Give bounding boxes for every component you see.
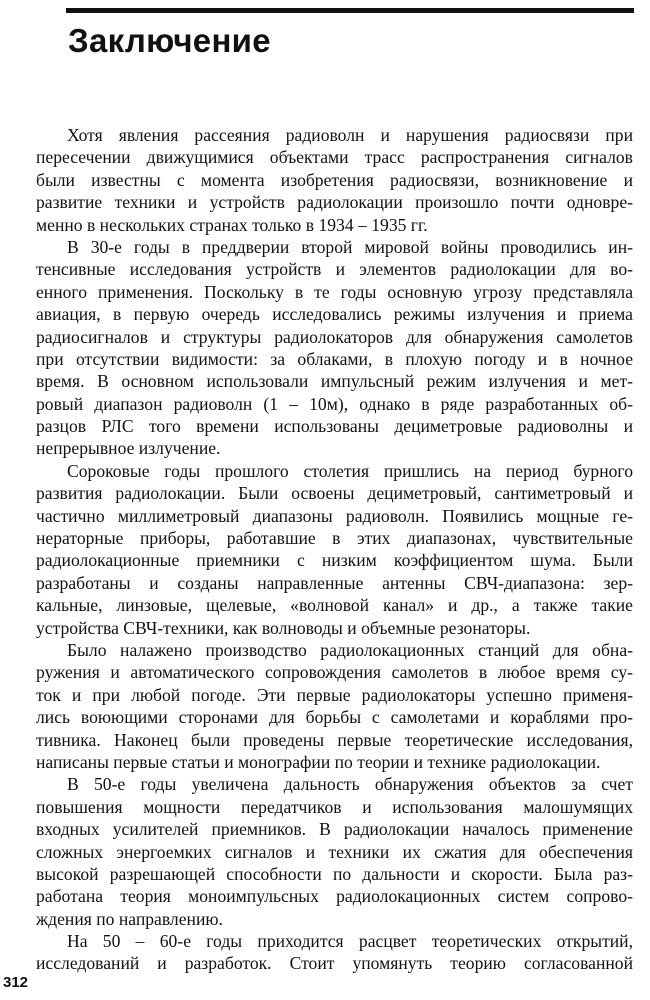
text-line: были известны с момента изобретения радиосвязи, возникновение и xyxy=(36,169,633,190)
text-line: лись воюющими сторонами для борьбы с самолетами и кораблями про- xyxy=(36,707,633,728)
text-line: исследований и разработок. Стоит упомянуть теорию согласованной xyxy=(36,953,633,974)
page-number: 312 xyxy=(3,974,29,991)
text-line: повышения мощности передатчиков и использования малошумящих xyxy=(36,796,633,817)
text-line: время. В основном использовали импульсный режим излучения и мет- xyxy=(36,371,633,392)
text-line: частично миллиметровый диапазоны радиоволн. Появились мощные ге- xyxy=(36,505,633,526)
text-line: В 30-е годы в преддверии второй мировой войны проводились ин- xyxy=(67,236,633,257)
text-line: входных усилителей приемников. В радиолокации началось применение xyxy=(36,819,633,840)
text-line: высокой разрешающей способности по дальности и скорости. Была раз- xyxy=(36,863,633,884)
text-line: В 50-е годы увеличена дальность обнаружения объектов за счет xyxy=(67,774,633,795)
text-line: ток и при любой погоде. Эти первые радиолокаторы успешно применя- xyxy=(36,684,633,705)
text-line: радиосигналов и структуры радиолокаторов для обнаружения самолетов xyxy=(36,326,633,347)
text-line: тенсивные исследования устройств и элементов радиолокации для во- xyxy=(36,259,633,280)
text-line: развития радиолокации. Были освоены дециметровый, сантиметровый и xyxy=(36,483,633,504)
body-text xyxy=(36,124,633,975)
text-line: ровый диапазон радиоволн (1 – 10м), однако в ряде разработанных об- xyxy=(36,393,633,414)
text-line: сложных энергоемких сигналов и техники их сжатия для обеспечения xyxy=(36,841,633,862)
text-line: Хотя явления рассеяния радиоволн и нарушения радиосвязи при xyxy=(67,125,633,145)
text-line: тивника. Наконец были проведены первые теоретические исследования, xyxy=(36,729,633,750)
chapter-title: Заключение xyxy=(68,22,271,59)
text-line: ружения и автоматического сопровождения самолетов в любое время су- xyxy=(36,662,633,683)
text-line: авиация, в первую очередь исследовались режимы излучения и приема xyxy=(36,304,633,325)
text-line: разработаны и созданы направленные антенны СВЧ-диапазона: зер- xyxy=(36,572,633,593)
text-line: радиолокационные приемники с низким коэффициентом шума. Были xyxy=(36,550,633,571)
text-line: Было налажено производство радиолокационных станций для обна- xyxy=(67,639,633,660)
text-line: менно в нескольких странах только в 1934 – 1935 гг. xyxy=(36,214,428,235)
text-line: устройства СВЧ-техники, как волноводы и объемные резонаторы. xyxy=(36,617,531,638)
text-line: енного применения. Поскольку в те годы основную угрозу представляла xyxy=(36,281,633,302)
text-line: пересечении движущимися объектами трасс распространения сигналов xyxy=(36,147,633,168)
top-rule xyxy=(66,8,634,13)
text-line: написаны первые статьи и монографии по теории и технике радиолокации. xyxy=(36,751,601,772)
text-line: Сороковые годы прошлого столетия пришлись на период бурного xyxy=(67,460,633,481)
text-line: развитие техники и устройств радиолокации произошло почти одновре- xyxy=(36,192,633,213)
text-line: кальные, линзовые, щелевые, «волновой канал» и др., а также такие xyxy=(36,595,633,616)
text-line: ждения по направлению. xyxy=(36,908,223,929)
text-line: нераторные приборы, работавшие в этих диапазонах, чувствительные xyxy=(36,528,633,549)
text-line: работана теория моноимпульсных радиолокационных систем сопрово- xyxy=(36,886,633,907)
text-line: при отсутствии видимости: за облаками, в плохую погоду и в ночное xyxy=(36,348,633,369)
text-line: На 50 – 60-е годы приходится расцвет теоретических открытий, xyxy=(67,931,633,952)
text-line: разцов РЛС того времени использованы дециметровые радиоволны и xyxy=(36,416,633,437)
text-line: непрерывное излучение. xyxy=(36,438,221,459)
